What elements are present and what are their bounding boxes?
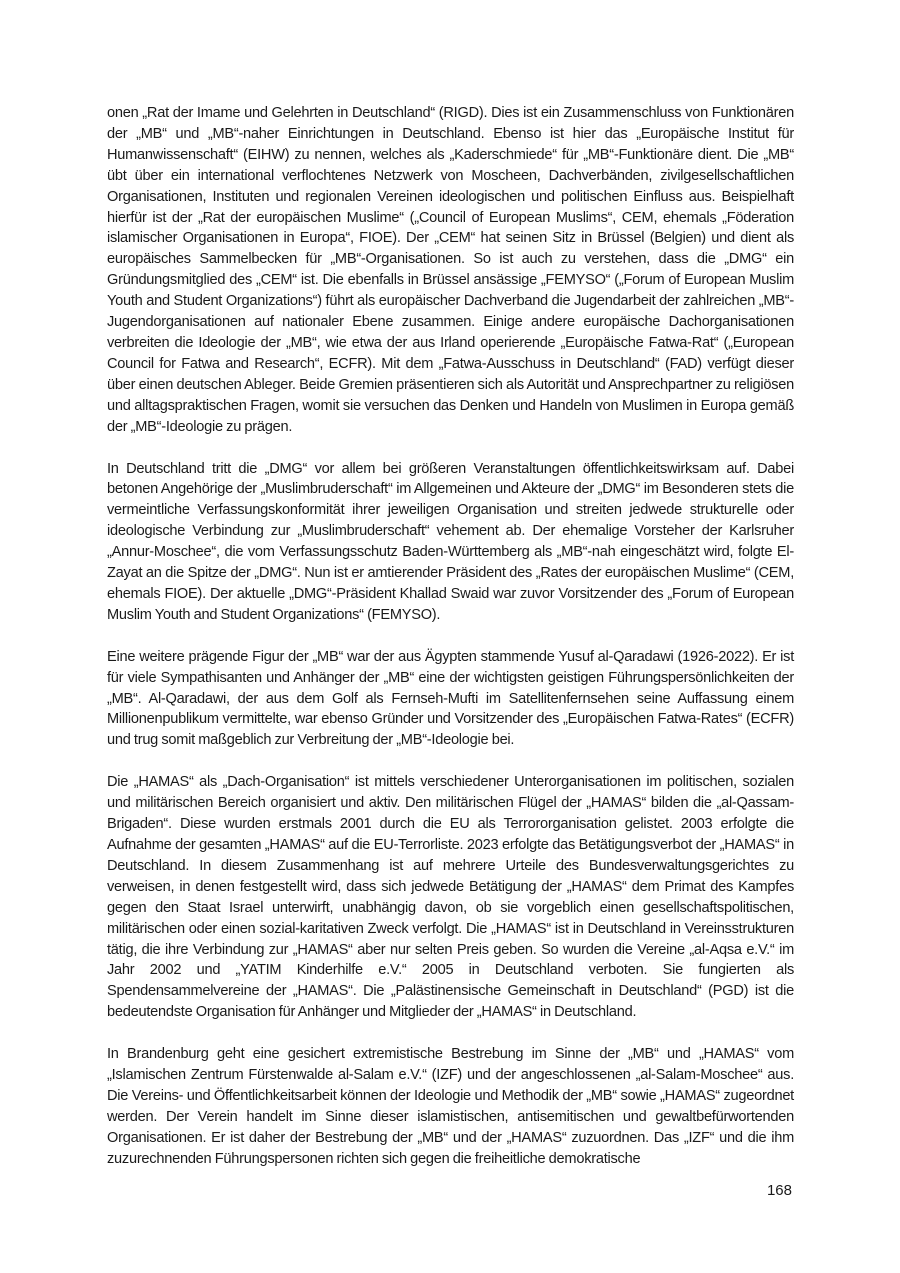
paragraph-brandenburg-izf: In Brandenburg geht eine gesichert extremistische Bestrebung im Sinne der „MB“ und „HAMAS“ vom „Islamischen Zentrum Fürstenwalde al-Salam e.V.“ (IZF) und der angeschlossenen „al-Salam-Moschee“ aus. Die Vereins- und Öffentlichkeitsarbeit können der Ideologie und Methodik der „MB“ sowie „HAMAS“ zugeordnet werden. Der Verein handelt im Sinne dieser islamistischen, antisemitischen und gewaltbefürwortenden Organisationen. Er ist daher der Bestrebung der „MB“ und der „HAMAS“ zuzuordnen. Das „IZF“ und die ihm zuzurechnenden Führungspersonen richten sich gegen die freiheitliche demokratische (107, 1046, 794, 1167)
page-number: 168 (766, 1182, 792, 1199)
paragraph-hamas: Die „HAMAS“ als „Dach-Organisation“ ist mittels verschiedener Unterorganisationen im politischen, sozialen und militärischen Bereich organisiert und aktiv. Den militärischen Flügel der „HAMAS“ bilden die „al-Qassam-Brigaden“. Diese wurden erstmals 2001 durch die EU als Terrororganisation gelistet. 2003 erfolgte die Aufnahme der gesamten „HAMAS“ auf die EU-Terrorliste. 2023 erfolgte das Betätigungsverbot der „HAMAS“ in Deutschland. In diesem Zusammenhang ist auf mehrere Urteile des Bundesverwaltungsgerichtes zu verweisen, in denen festgestellt wird, dass sich jedwede Betätigung der „HAMAS“ dem Primat des Kampfes gegen den Staat Israel unterwirft, unabhängig davon, ob sie vorgeblich einen gesellschaftspolitischen, militärischen oder einen sozial-karitativen Zweck verfolgt. Die „HAMAS“ ist in Deutschland in Vereinsstrukturen tätig, die ihre Verbindung zur „HAMAS“ aber nur selten Preis geben. So wurden die Vereine „al-Aqsa e.V.“ im Jahr 2002 und „YATIM Kinderhilfe e.V.“ 2005 in Deutschland verboten. Sie fungierten als Spendensammelvereine der „HAMAS“. Die „Palästinensische Gemeinschaft in Deutschland“ (PGD) ist die bedeutendste Organisation für Anhänger und Mitglieder der „HAMAS“ in Deutschland. (107, 774, 794, 1021)
body-text (107, 103, 794, 1191)
paragraph-al-qaradawi: Eine weitere prägende Figur der „MB“ war der aus Ägypten stammende Yusuf al-Qaradawi (1926-2022). Er ist für viele Sympathisanten und Anhänger der „MB“ eine der wichtigsten geistigen Führungspersönlichkeiten der „MB“. Al-Qaradawi, der aus dem Golf als Fernseh-Mufti im Satellitenfernsehen seine Auffassung einem Millionenpublikum vermittelte, war ebenso Gründer und Vorsitzender des „Europäischen Fatwa-Rates“ (ECFR) und trug somit maßgeblich zur Verbreitung der „MB“-Ideologie bei. (107, 648, 794, 749)
paragraph-dmg-germany: In Deutschland tritt die „DMG“ vor allem bei größeren Veranstaltungen öffentlichkeitswirksam auf. Dabei betonen Angehörige der „Muslimbruderschaft“ im Allgemeinen und Akteure der „DMG“ im Besonderen stets die vermeintliche Verfassungskonformität ihrer jeweiligen Organisation und streiten jedwede strukturelle oder ideologische Verbindung zur „Muslimbruderschaft“ vehement ab. Der ehemalige Vorsteher der Karlsruher „Annur-Moschee“, die vom Verfassungsschutz Baden-Württemberg als „MB“-nah eingeschätzt wird, folgte El-Zayat an die Spitze der „DMG“. Nun ist er amtierender Präsident des „Rates der europäischen Muslime“ (CEM, ehemals FIOE). Der aktuelle „DMG“-Präsident Khallad Swaid war zuvor Vorsitzender des „Forum of European Muslim Youth and Student Organizations“ (FEMYSO). (107, 460, 794, 623)
paragraph-rigd-network: onen „Rat der Imame und Gelehrten in Deutschland“ (RIGD). Dies ist ein Zusammenschluss von Funktionären der „MB“ und „MB“-naher Einrichtungen in Deutschland. Ebenso ist hier das „Europäische Institut für Humanwissenschaft“ (EIHW) zu nennen, welches als „Kaderschmiede“ für „MB“-Funktionäre dient. Die „MB“ übt über ein international verflochtenes Netzwerk von Moscheen, Dachverbänden, zivilgesellschaftlichen Organisationen, Instituten und regionalen Vereinen ideologischen und politischen Einfluss aus. Beispielhaft hierfür ist der „Rat der europäischen Muslime“ („Council of European Muslims“, CEM, ehemals „Föderation islamischer Organisationen in Europa“, FIOE). Der „CEM“ hat seinen Sitz in Brüssel (Belgien) und dient als europäisches Sammelbecken für „MB“-Organisationen. So ist auch zu verstehen, dass die „DMG“ ein Gründungsmitglied des „CEM“ ist. Die ebenfalls in Brüssel ansässige „FEMYSO“ („Forum of European Muslim Youth and Student Organizations“) führt als europäischer Dachverband die Jugendarbeit der zahlreichen „MB“-Jugendorganisationen auf nationaler Ebene zusammen. Einige andere europäische Dachorganisationen verbreiten die Ideologie der „MB“, wie etwa der aus Irland operierende „Europäische Fatwa-Rat“ („European Council for Fatwa and Research“, ECFR). Mit dem „Fatwa-Ausschuss in Deutschland“ (FAD) verfügt dieser über einen deutschen Ableger. Beide Gremien präsentieren sich als Autorität und Ansprechpartner zu religiösen und alltagspraktischen Fragen, womit sie versuchen das Denken und Handeln von Muslimen in Europa gemäß der „MB“-Ideologie zu prägen. (107, 105, 794, 435)
